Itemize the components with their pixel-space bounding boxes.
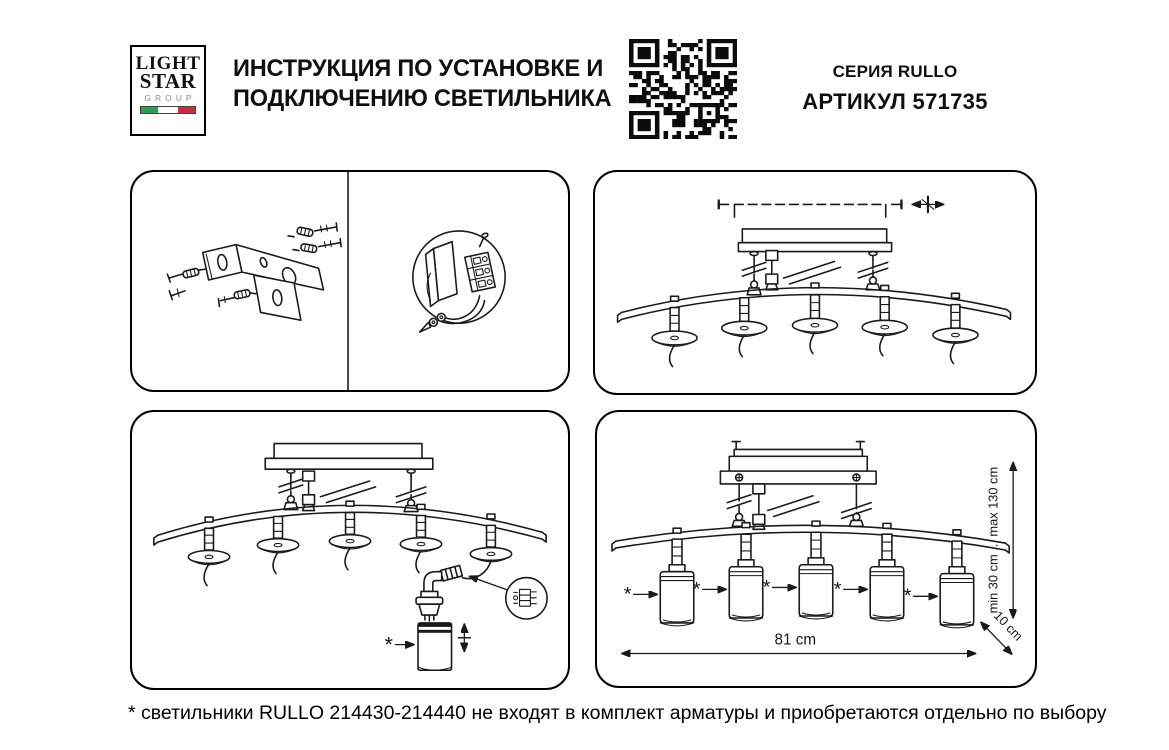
- asterisk-marker: *: [833, 578, 842, 601]
- asterisk-marker: *: [903, 585, 912, 608]
- mounting-box: [729, 456, 867, 471]
- logo-text-light: LIGHT: [135, 53, 201, 74]
- ceiling-line: [719, 200, 902, 217]
- step-3-illustration: [595, 172, 1035, 393]
- magnifier-circle: [470, 577, 547, 619]
- dimension-width: [623, 632, 975, 654]
- logo-text-group: GROUP: [144, 93, 196, 103]
- rotate-screw-icon: [458, 625, 470, 651]
- box-top-lip: [734, 449, 862, 456]
- flag-red-stripe: [178, 107, 195, 113]
- title-line-2: ПОДКЛЮЧЕНИЮ СВЕТИЛЬНИКА: [233, 85, 612, 112]
- mounting-box: [742, 229, 886, 243]
- screw-icon: [169, 289, 185, 300]
- asterisk-marker: *: [384, 631, 393, 657]
- lightstar-logo: [130, 45, 206, 136]
- step-1-2-illustration: [132, 172, 568, 390]
- dimension-height-label: min 30 cm ... max 130 cm: [985, 466, 1001, 614]
- panel-step-3: [593, 170, 1037, 395]
- footnote: * светильники RULLO 214430-214440 не входят в комплект арматуры и приобретаются отдельно по выбору: [128, 702, 1107, 724]
- wiring-detail-drawing: [413, 231, 505, 332]
- canopy-plate: [738, 243, 891, 252]
- panel-step-4: [130, 410, 570, 690]
- article-label: АРТИКУЛ 571735: [802, 89, 988, 114]
- series-label: СЕРИЯ RULLO: [832, 62, 958, 81]
- asterisk-marker: *: [762, 576, 771, 599]
- title-line-1: ИНСТРУКЦИЯ ПО УСТАНОВКЕ И: [233, 55, 604, 82]
- qr-code: [629, 39, 737, 139]
- lamp-socket: [416, 591, 443, 621]
- lamp-shades: [660, 532, 973, 628]
- italian-flag-icon: [140, 106, 196, 114]
- lamp-connection-detail: [385, 561, 548, 670]
- page-title: [233, 54, 611, 114]
- mounting-box: [274, 444, 422, 459]
- panel-step-5: [595, 410, 1037, 688]
- canopy-plate: [265, 458, 433, 469]
- series-article-block: [795, 62, 995, 115]
- lamp-holders: [652, 295, 978, 367]
- flag-white-stripe: [158, 107, 178, 113]
- logo-text-star: STAR: [139, 69, 197, 93]
- asterisk-marker: *: [692, 578, 701, 601]
- connector-plug: [440, 565, 462, 581]
- dimension-width-label: 81 cm: [774, 631, 817, 649]
- dimension-depth-label: 10 cm: [990, 607, 1026, 644]
- screw-direction-icon: [913, 197, 942, 213]
- asterisk-marker: *: [623, 583, 632, 606]
- elbow-pipe: [424, 572, 442, 592]
- panel-steps-1-2: [130, 170, 570, 392]
- dimension-depth: [982, 608, 1026, 654]
- flag-green-stripe: [141, 107, 158, 113]
- step-5-illustration: [597, 412, 1035, 686]
- mounting-bracket-drawing: [203, 245, 324, 321]
- step-4-illustration: [132, 412, 568, 688]
- dimension-height: [985, 463, 1013, 617]
- lamp-cylinder: [418, 623, 452, 670]
